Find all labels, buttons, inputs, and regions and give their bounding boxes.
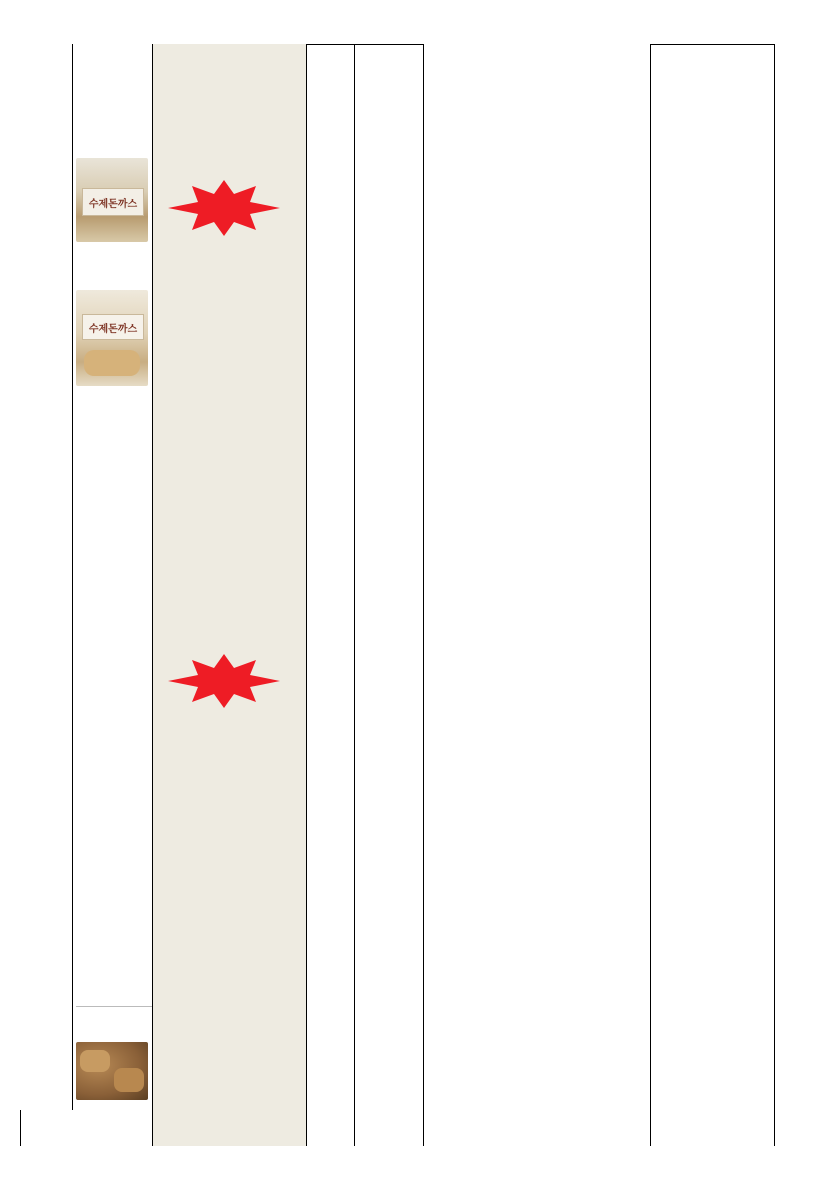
recommend-badge-1 bbox=[164, 178, 284, 238]
ingredients-daebak bbox=[423, 726, 650, 798]
ingredients-menchi bbox=[426, 1018, 648, 1108]
ingredients-pork-76 bbox=[426, 352, 648, 409]
product-photo-chicken: 수제돈까스 bbox=[76, 158, 148, 242]
recommend-badge-2 bbox=[164, 652, 284, 710]
ingredients-garlic bbox=[423, 874, 650, 1014]
product-photo-menchi bbox=[76, 1042, 148, 1100]
ingredients-pork-50 bbox=[430, 540, 648, 597]
ingredients-chicken bbox=[426, 160, 648, 255]
product-photo-pork-76: 수제돈까스 bbox=[76, 290, 148, 386]
